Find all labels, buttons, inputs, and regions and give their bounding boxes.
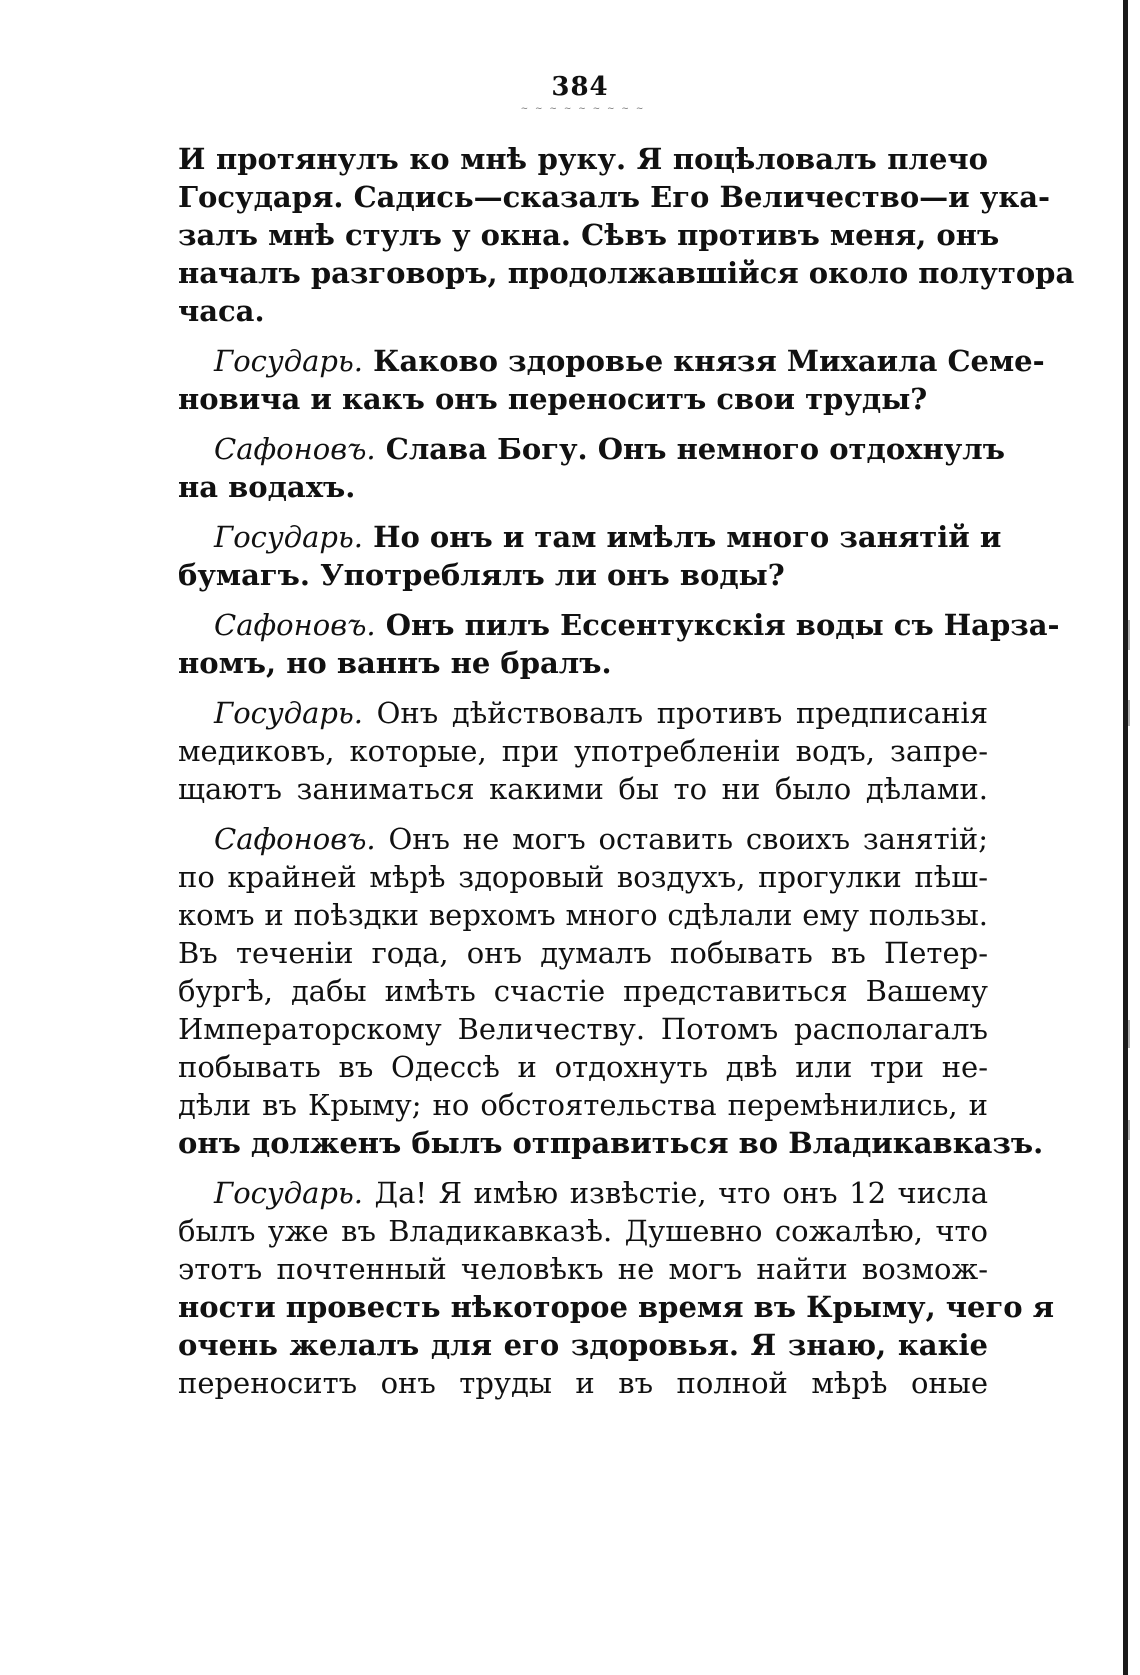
text-line: по крайней мѣрѣ здоровый воздухъ, прогулки пѣш-	[178, 860, 988, 894]
text-line: Въ теченіи года, онъ думалъ побывать въ Петер-	[178, 936, 988, 970]
text-line	[178, 430, 1005, 468]
speaker-label: Сафоновъ.	[214, 822, 376, 856]
paragraph	[178, 1174, 1055, 1402]
speech-text: Онъ пилъ Ессентукскія воды съ Нарза-	[385, 608, 1060, 642]
text-line: ности провесть нѣкоторое время въ Крыму, чего я	[178, 1290, 1055, 1324]
speech-text: Онъ дѣйствовалъ противъ предписанія	[376, 696, 988, 730]
paragraph	[178, 518, 1002, 594]
text-line	[178, 1174, 988, 1212]
text-line: И протянулъ ко мнѣ руку. Я поцѣловалъ плечо	[178, 142, 988, 176]
text-line: Императорскому Величеству. Потомъ располагалъ	[178, 1012, 988, 1046]
text-line: щаютъ заниматься какими бы то ни было дѣлами.	[178, 772, 988, 806]
paragraph	[178, 430, 1005, 506]
text-line	[178, 820, 988, 858]
paragraph	[178, 606, 1060, 682]
text-line: медиковъ, которые, при употребленіи водъ, запре-	[178, 734, 988, 768]
text-line: очень желалъ для его здоровья. Я знаю, какіе	[178, 1328, 988, 1362]
page-number: 384	[551, 72, 609, 102]
speech-text: Каково здоровье князя Михаила Семе-	[373, 344, 1045, 378]
text-line: часа.	[178, 294, 265, 328]
text-line: номъ, но ваннъ не бралъ.	[178, 646, 612, 680]
text-line: этотъ почтенный человѣкъ не могъ найти возмож-	[178, 1252, 988, 1286]
speech-text: Онъ не могъ оставить своихъ занятій;	[388, 822, 988, 856]
text-line: побывать въ Одессѣ и отдохнуть двѣ или три не-	[178, 1050, 988, 1084]
text-line: переноситъ онъ труды и въ полной мѣрѣ оные	[178, 1366, 988, 1400]
speech-text: Но онъ и там имѣлъ много занятій и	[373, 520, 1002, 554]
text-line: на водахъ.	[178, 470, 356, 504]
text-line	[178, 342, 1045, 380]
margin-mark	[1128, 1020, 1130, 1048]
text-line: Государя. Садись—сказалъ Его Величество—и ука-	[178, 180, 1051, 214]
text-line: началъ разговоръ, продолжавшійся около полутора	[178, 256, 1075, 290]
page-edge-line	[1123, 0, 1128, 1675]
text-line: новича и какъ онъ переноситъ свои труды?	[178, 382, 928, 416]
speaker-label: Государь.	[214, 1176, 363, 1210]
text-line: онъ долженъ былъ отправиться во Владикавказъ.	[178, 1126, 1044, 1160]
speaker-label: Сафоновъ.	[214, 608, 376, 642]
text-line	[178, 518, 1002, 556]
body-text	[178, 140, 1075, 1402]
text-line	[178, 694, 988, 732]
text-line: былъ уже въ Владикавказѣ. Душевно сожалѣю, что	[178, 1214, 988, 1248]
text-line: дѣли въ Крыму; но обстоятельства перемѣнились, и	[178, 1088, 988, 1122]
speech-text: Да! Я имѣю извѣстіе, что онъ 12 числа	[374, 1176, 989, 1210]
speaker-label: Государь.	[214, 520, 363, 554]
speaker-label: Государь.	[214, 696, 363, 730]
text-line: комъ и поѣздки верхомъ много сдѣлали ему пользы.	[178, 898, 988, 932]
header-rule: ~ ~ ~ ~ ~ ~ ~ ~ ~	[520, 104, 646, 114]
paragraph	[178, 820, 1044, 1162]
text-line	[178, 606, 1060, 644]
paragraph	[178, 694, 988, 808]
paragraph	[178, 140, 1075, 330]
text-line: бургѣ, дабы имѣть счастіе представиться Вашему	[178, 974, 988, 1008]
margin-mark	[1128, 700, 1130, 726]
text-line: бумагъ. Употреблялъ ли онъ воды?	[178, 558, 785, 592]
speaker-label: Сафоновъ.	[214, 432, 376, 466]
text-line: залъ мнѣ стулъ у окна. Сѣвъ противъ меня, онъ	[178, 218, 1000, 252]
speech-text: Слава Богу. Онъ немного отдохнулъ	[385, 432, 1005, 466]
speaker-label: Государь.	[214, 344, 363, 378]
margin-mark	[1128, 620, 1130, 650]
paragraph	[178, 342, 1045, 418]
margin-mark	[1128, 1120, 1130, 1140]
